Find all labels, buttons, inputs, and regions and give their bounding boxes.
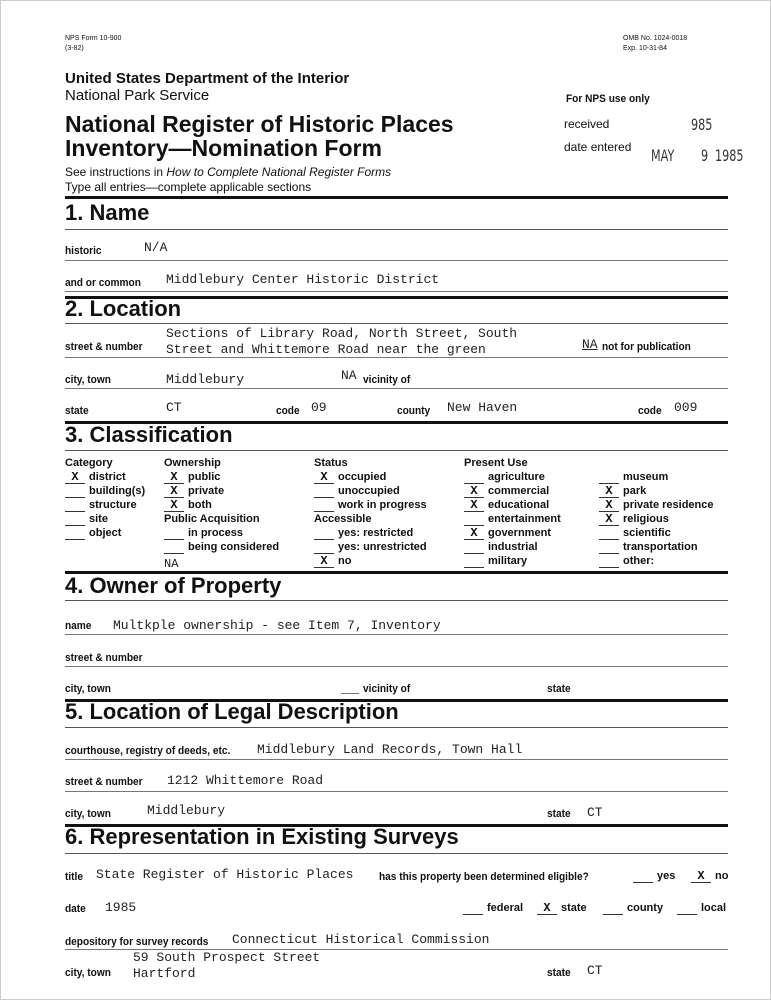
city-field[interactable]: Middlebury [166, 372, 245, 387]
checkbox[interactable] [314, 486, 334, 498]
county-label: county [397, 405, 431, 417]
classification-option[interactable] [314, 470, 386, 484]
local-option[interactable] [677, 901, 726, 915]
checkbox-label: other: [623, 555, 655, 567]
received-stamp: 985 [691, 115, 713, 134]
checkbox[interactable] [463, 903, 483, 915]
county-field[interactable]: New Haven [447, 400, 518, 415]
classification-option[interactable] [314, 498, 427, 512]
legal-state-label: state [547, 808, 571, 820]
classification-heading: Present Use [464, 457, 528, 469]
divider [65, 229, 728, 230]
classification-heading: Ownership [164, 457, 221, 469]
checkbox[interactable] [464, 556, 484, 568]
checkbox-label: entertainment [488, 513, 561, 525]
form-title-2: Inventory—Nomination Form [65, 135, 382, 161]
divider [65, 727, 728, 728]
depository-state-field[interactable]: CT [587, 963, 603, 978]
checkbox-label: public [188, 471, 221, 483]
checkbox[interactable]: X [314, 556, 334, 568]
code-label: code [276, 405, 300, 417]
checkbox-label: state [561, 902, 587, 914]
county-option[interactable] [603, 901, 663, 915]
street-field-line2[interactable]: Street and Whittemore Road near the green [166, 342, 486, 357]
checkbox-label: religious [623, 513, 669, 525]
survey-title-label: title [65, 871, 83, 883]
classification-option[interactable] [599, 470, 668, 484]
section-heading: 6. Representation in Existing Surveys [65, 824, 459, 849]
vicinity-label: vicinity of [363, 374, 411, 386]
checkbox-label: museum [623, 471, 669, 483]
form-title-1: National Register of Historic Places [65, 111, 454, 137]
depository-label: depository for survey records [65, 936, 209, 948]
checkbox-label: yes [657, 870, 676, 882]
owner-street-label: street & number [65, 652, 143, 664]
checkbox-label: both [188, 499, 212, 511]
nps-use-label: For NPS use only [566, 93, 650, 105]
classification-option[interactable] [164, 498, 212, 512]
checkbox[interactable]: X [164, 486, 184, 498]
eligible-label: has this property been determined eligible? [379, 871, 589, 883]
owner-state-label: state [547, 683, 571, 695]
legal-street-label: street & number [65, 776, 143, 788]
department: United States Department of the Interior [65, 70, 350, 87]
section-heading: 5. Location of Legal Description [65, 699, 399, 724]
depository-city-field[interactable]: Hartford [133, 966, 196, 981]
checkbox-label: district [89, 471, 126, 483]
checkbox[interactable] [164, 528, 184, 540]
checkbox-label: military [488, 555, 528, 567]
classification-heading: Public Acquisition [164, 513, 260, 525]
checkbox-label: commercial [488, 485, 550, 497]
checkbox-label: unoccupied [338, 485, 400, 497]
checkbox-label: yes: unrestricted [338, 541, 427, 553]
checkbox[interactable] [314, 500, 334, 512]
checkbox[interactable] [314, 542, 334, 554]
checkbox-label: site [89, 513, 108, 525]
checkbox[interactable] [603, 903, 623, 915]
expiration: Exp. 10-31-84 [623, 45, 667, 52]
eligible-no[interactable] [691, 869, 728, 883]
classification-option[interactable] [599, 554, 654, 568]
courthouse-field[interactable]: Middlebury Land Records, Town Hall [257, 742, 523, 757]
checkbox[interactable]: X [164, 500, 184, 512]
classification-option[interactable] [599, 540, 698, 554]
checkbox[interactable] [464, 472, 484, 484]
code-field[interactable]: 09 [311, 400, 327, 415]
courthouse-label: courthouse, registry of deeds, etc. [65, 745, 231, 757]
legal-street-field[interactable]: 1212 Whittemore Road [167, 773, 324, 788]
classification-option[interactable] [314, 484, 400, 498]
checkbox-label: transportation [623, 541, 698, 553]
checkbox[interactable] [464, 542, 484, 554]
legal-state-field[interactable]: CT [587, 805, 603, 820]
checkbox[interactable]: X [599, 486, 619, 498]
classification-option[interactable] [599, 484, 646, 498]
entered-month: MAY [651, 146, 675, 165]
legal-city-field[interactable]: Middlebury [147, 803, 226, 818]
checkbox-label: government [488, 527, 551, 539]
checkbox-label: no [338, 555, 352, 567]
owner-name-label: name [65, 620, 92, 632]
checkbox-label: private residence [623, 499, 714, 511]
classification-heading: Status [314, 457, 348, 469]
checkbox[interactable] [677, 903, 697, 915]
vicinity-field[interactable]: NA [341, 368, 357, 383]
checkbox[interactable]: X [599, 514, 619, 526]
classification-option[interactable] [314, 554, 351, 568]
classification-option[interactable] [599, 512, 669, 526]
classification-option[interactable] [164, 540, 279, 554]
checkbox-label: building(s) [89, 485, 146, 497]
checkbox-label: federal [487, 902, 524, 914]
survey-date-label: date [65, 903, 86, 915]
checkbox[interactable] [164, 542, 184, 554]
nfp-label: not for publication [602, 341, 691, 353]
field-line [65, 291, 728, 292]
historic-label: historic [65, 245, 102, 257]
instructions-text: See instructions in [65, 165, 167, 179]
street-field-line1[interactable]: Sections of Library Road, North Street, South [166, 326, 518, 341]
checkbox-label: object [89, 527, 122, 539]
classification-option[interactable] [464, 470, 545, 484]
checkbox-label: occupied [338, 471, 387, 483]
checkbox[interactable] [599, 528, 619, 540]
section-heading: 2. Location [65, 296, 182, 321]
owner-name-field[interactable]: Multkple ownership - see Item 7, Inventory [113, 618, 441, 633]
classification-option[interactable] [164, 470, 220, 484]
state-label: state [65, 405, 89, 417]
service: National Park Service [65, 87, 210, 104]
checkbox-label: park [623, 485, 647, 497]
classification-option[interactable] [464, 512, 561, 526]
divider [65, 323, 728, 324]
received-label: received [564, 117, 610, 131]
checkbox[interactable] [599, 556, 619, 568]
owner-city-label: city, town [65, 683, 111, 695]
state-option[interactable] [537, 901, 587, 915]
divider [65, 600, 728, 601]
entered-day: 9 [701, 146, 709, 165]
county-code-field[interactable]: 009 [674, 400, 698, 415]
field-line [341, 693, 359, 694]
classification-option[interactable] [65, 512, 108, 526]
field-line [65, 357, 728, 358]
checkbox-label: no [715, 870, 729, 882]
checkbox-label: being considered [188, 541, 280, 553]
checkbox[interactable] [599, 472, 619, 484]
checkbox[interactable] [633, 871, 653, 883]
checkbox[interactable]: X [464, 528, 484, 540]
common-name-field[interactable]: Middlebury Center Historic District [166, 272, 440, 287]
field-line [65, 791, 728, 792]
classification-heading: Category [65, 457, 113, 469]
eligible-yes[interactable] [633, 869, 675, 883]
divider [65, 450, 728, 451]
checkbox[interactable]: X [464, 486, 484, 498]
classification-option[interactable] [599, 526, 671, 540]
checkbox[interactable] [599, 542, 619, 554]
state-field[interactable]: CT [166, 400, 182, 415]
checkbox[interactable]: X [691, 871, 711, 883]
classification-option[interactable] [65, 484, 145, 498]
acquisition-value[interactable]: NA [164, 557, 179, 571]
checkbox[interactable] [65, 514, 85, 526]
date-entered-label: date entered [564, 140, 632, 154]
classification-option[interactable] [314, 540, 427, 554]
legal-city-label: city, town [65, 808, 111, 820]
type-instructions: Type all entries—complete applicable sections [65, 180, 312, 194]
depository-field[interactable]: Connecticut Historical Commission [232, 932, 490, 947]
section-heading: 3. Classification [65, 422, 233, 447]
field-line [65, 666, 728, 667]
common-name-label: and or common [65, 277, 141, 289]
checkbox-label: county [627, 902, 664, 914]
checkbox-label: local [701, 902, 727, 914]
omb-number: OMB No. 1024-0018 [623, 35, 688, 42]
checkbox-label: scientific [623, 527, 671, 539]
checkbox-label: structure [89, 499, 137, 511]
depository-address-field[interactable]: 59 South Prospect Street [133, 950, 321, 965]
checkbox[interactable] [65, 528, 85, 540]
classification-option[interactable] [65, 526, 121, 540]
checkbox-label: agriculture [488, 471, 545, 483]
checkbox[interactable]: X [65, 472, 85, 484]
historic-field[interactable]: N/A [144, 240, 168, 255]
checkbox[interactable]: X [314, 472, 334, 484]
checkbox[interactable] [65, 486, 85, 498]
checkbox[interactable] [464, 514, 484, 526]
checkbox[interactable] [314, 528, 334, 540]
form-revision: (3-82) [65, 45, 84, 52]
classification-option[interactable] [464, 540, 538, 554]
classification-option[interactable] [599, 498, 714, 512]
classification-option[interactable] [464, 484, 549, 498]
checkbox-label: educational [488, 499, 550, 511]
depository-city-label: city, town [65, 967, 111, 979]
depository-state-label: state [547, 967, 571, 979]
street-label: street & number [65, 341, 143, 353]
city-label: city, town [65, 374, 111, 386]
classification-option[interactable] [464, 526, 551, 540]
classification-option[interactable] [314, 526, 413, 540]
federal-option[interactable] [463, 901, 523, 915]
instructions-title: How to Complete National Register Forms [166, 165, 392, 179]
section-heading: 4. Owner of Property [65, 573, 282, 598]
checkbox-label: work in progress [338, 499, 427, 511]
field-line [65, 388, 728, 389]
classification-option[interactable] [464, 554, 527, 568]
classification-option[interactable] [464, 498, 549, 512]
form-number: NPS Form 10-900 [65, 35, 122, 42]
checkbox[interactable]: X [599, 500, 619, 512]
classification-option[interactable] [164, 484, 224, 498]
survey-date-field[interactable]: 1985 [105, 900, 137, 915]
checkbox-label: industrial [488, 541, 538, 553]
county-code-label: code [638, 405, 662, 417]
divider [65, 853, 728, 854]
checkbox-label: in process [188, 527, 244, 539]
classification-option[interactable] [65, 498, 137, 512]
divider [65, 196, 728, 199]
instructions [65, 165, 391, 179]
classification-option[interactable] [65, 470, 126, 484]
field-line [65, 260, 728, 261]
field-line [65, 634, 728, 635]
checkbox[interactable]: X [164, 472, 184, 484]
owner-vicinity-label: vicinity of [363, 683, 411, 695]
section-heading: 1. Name [65, 200, 150, 225]
checkbox-label: private [188, 485, 225, 497]
entered-year: 1985 [715, 146, 744, 165]
checkbox-label: yes: restricted [338, 527, 414, 539]
field-line [65, 759, 728, 760]
checkbox[interactable] [65, 500, 85, 512]
classification-heading: Accessible [314, 513, 372, 525]
classification-option[interactable] [164, 526, 243, 540]
nfp-field[interactable]: NA [582, 337, 598, 352]
checkbox[interactable]: X [464, 500, 484, 512]
survey-title-field[interactable]: State Register of Historic Places [96, 867, 354, 882]
checkbox[interactable]: X [537, 903, 557, 915]
